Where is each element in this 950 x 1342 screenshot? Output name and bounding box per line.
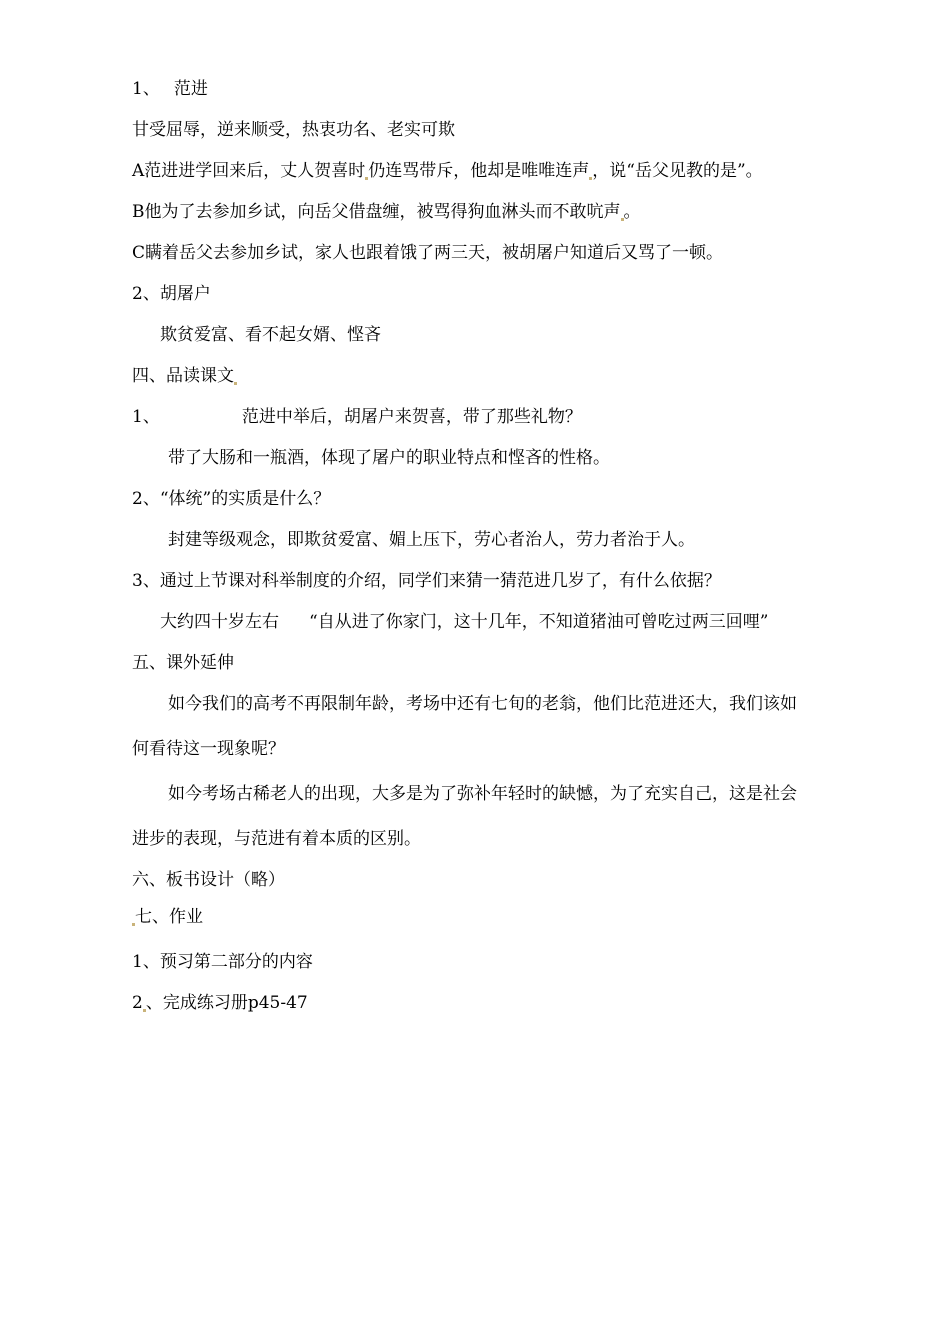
paragraph-a-part3: ，说“岳父见教的是”。 bbox=[592, 161, 763, 181]
question-text: 范进中举后，胡屠户来贺喜，带了那些礼物？ bbox=[241, 407, 582, 427]
answer-three bbox=[160, 611, 768, 633]
homework-item-two bbox=[132, 992, 308, 1014]
section-four-heading bbox=[132, 365, 237, 387]
item-fan-jin-heading bbox=[132, 78, 208, 100]
paragraph-a-part2: 仍连骂带斥，他却是唯唯连声 bbox=[368, 161, 590, 181]
answer-three-quote: “自从进了你家门，这十几年，不知道猪油可曾吃过两三回哩” bbox=[309, 612, 769, 632]
extension-answer-line2: 进步的表现，与范进有着本质的区别。 bbox=[132, 829, 421, 849]
homework-item-one: 1、预习第二部分的内容 bbox=[132, 952, 313, 972]
paragraph-a-part1: A范进进学回来后，丈人贺喜时 bbox=[132, 161, 366, 181]
extension-question-line2: 何看待这一现象呢？ bbox=[132, 739, 285, 759]
section-seven-title: 七、作业 bbox=[135, 907, 203, 927]
answer-three-age: 大约四十岁左右 bbox=[160, 612, 279, 632]
item-hu-tuhu-heading: 2、胡屠户 bbox=[132, 284, 211, 304]
paragraph-b-end: 。 bbox=[623, 202, 641, 222]
section-four-title: 四、品读课文 bbox=[132, 366, 234, 386]
paragraph-b bbox=[132, 201, 641, 223]
section-six-heading: 六、板书设计（略） bbox=[132, 870, 285, 890]
extension-question-line1: 如今我们的高考不再限制年龄，考场中还有七旬的老翁，他们比范进还大，我们该如 bbox=[168, 694, 797, 714]
section-seven-heading bbox=[132, 906, 203, 928]
question-one bbox=[132, 406, 582, 428]
question-two: 2、“体统”的实质是什么？ bbox=[132, 489, 331, 509]
editor-mark bbox=[234, 382, 237, 385]
paragraph-a bbox=[132, 160, 763, 182]
paragraph-c: C瞒着岳父去参加乡试，家人也跟着饿了两三天，被胡屠户知道后又骂了一顿。 bbox=[132, 243, 724, 263]
fan-jin-traits: 甘受屈辱，逆来顺受，热衷功名、老实可欺 bbox=[132, 120, 455, 140]
homework-item-two-number: 2 bbox=[132, 993, 143, 1013]
question-three: 3、通过上节课对科举制度的介绍，同学们来猜一猜范进几岁了，有什么依据？ bbox=[132, 571, 721, 591]
question-number: 1、 bbox=[132, 407, 160, 427]
answer-one: 带了大肠和一瓶酒，体现了屠户的职业特点和悭吝的性格。 bbox=[168, 448, 610, 468]
item-number: 1、 bbox=[132, 79, 160, 99]
hu-tuhu-traits: 欺贫爱富、看不起女婿、悭吝 bbox=[160, 325, 381, 345]
paragraph-b-text: B他为了去参加乡试，向岳父借盘缠，被骂得狗血淋头而不敢吭声 bbox=[132, 202, 621, 222]
homework-item-two-text: 、完成练习册p45-47 bbox=[145, 993, 308, 1013]
answer-two: 封建等级观念，即欺贫爱富、媚上压下，劳心者治人，劳力者治于人。 bbox=[168, 530, 695, 550]
section-five-heading: 五、课外延伸 bbox=[132, 653, 234, 673]
extension-answer-line1: 如今考场古稀老人的出现，大多是为了弥补年轻时的缺憾，为了充实自己，这是社会 bbox=[168, 784, 797, 804]
item-title: 范进 bbox=[173, 79, 208, 99]
